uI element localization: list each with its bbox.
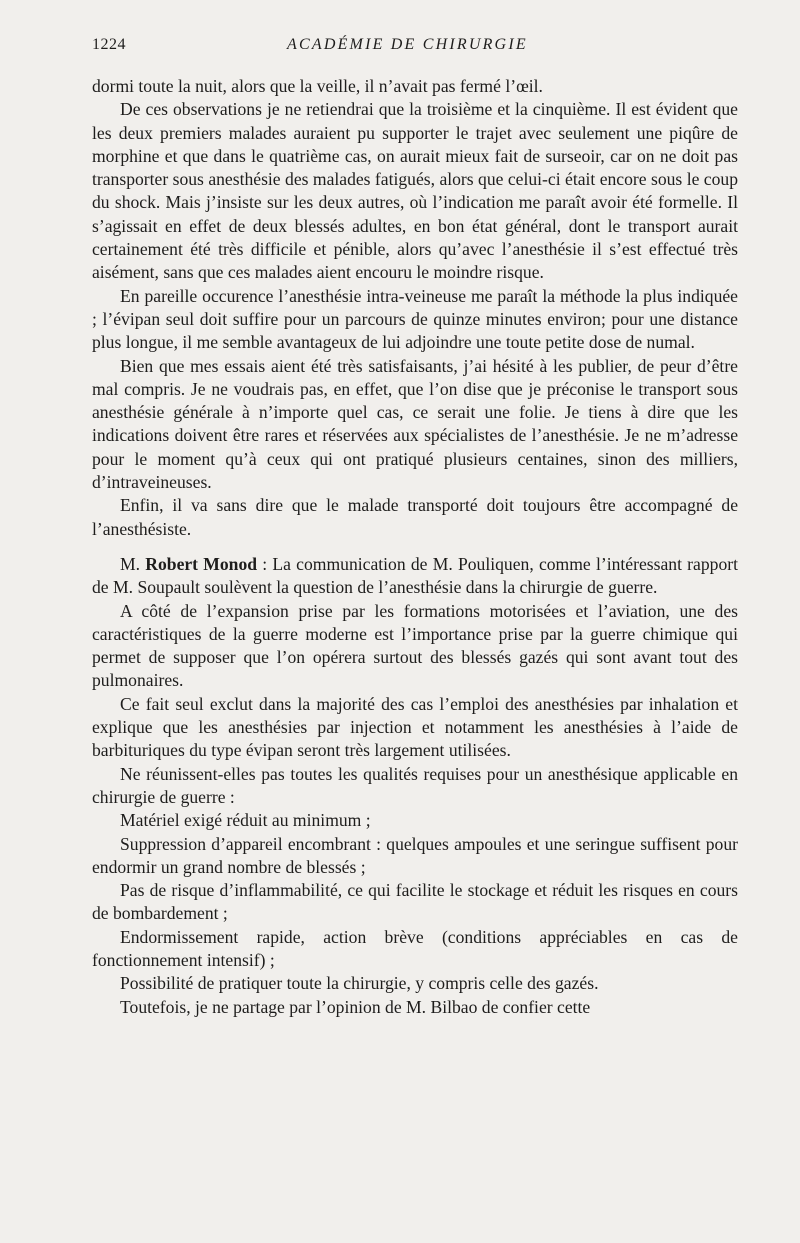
intervention-paragraph — [92, 553, 738, 600]
list-item: Suppression d’appareil encombrant : quelques ampoules et une seringue suffisent pour endormir un grand nombre de blessés ; — [92, 833, 738, 877]
list-item: Matériel exigé réduit au minimum ; — [120, 810, 371, 831]
page-number: 1224 — [92, 36, 126, 53]
paragraph: Bien que mes essais aient été très satisfaisants, j’ai hésité à les publier, de peur d’être mal compris. Je ne voudrais pas, en effet, que l’on dise que je préconise le transport sous anesthésie générale à n’importe quel cas, ce serait une folie. Je tiens à dire que les indications doivent être rares et réservées aux spécialistes de l’anesthésie. Je ne m’adresse pour le moment qu’à ceux qui ont pratiqué plusieurs centaines, sinon des milliers, d’intraveineuses. — [92, 355, 738, 493]
paragraph: En pareille occurence l’anesthésie intra-veineuse me paraît la méthode la plus indiquée ; l’évipan seul doit suffire pour un parcours de quinze minutes environ; pour une distance plus longue, il me semble avantageux de lui adjoindre une toute petite dose de numal. — [92, 285, 738, 353]
list-item: Possibilité de pratiquer toute la chirurgie, y compris celle des gazés. — [120, 973, 599, 994]
body-text — [92, 75, 738, 1019]
paragraph: Ne réunissent-elles pas toutes les qualités requises pour un anesthésique applicable en chirurgie de guerre : — [92, 763, 738, 807]
speaker-name: Robert Monod — [145, 553, 258, 574]
speaker-prefix: M. — [120, 553, 146, 574]
paragraph-continued: dormi toute la nuit, alors que la veille, il n’avait pas fermé l’œil. — [92, 76, 543, 96]
running-head — [92, 36, 738, 58]
list-item: Pas de risque d’inflammabilité, ce qui facilite le stockage et réduit les risques en cours de bombardement ; — [92, 880, 738, 924]
paragraph: Ce fait seul exclut dans la majorité des cas l’emploi des anesthésies par inhalation et explique que les anesthésies par injection et notamment les anesthésies à l’aide de barbituriques du type évipan seront très largement utilisées. — [92, 693, 738, 761]
list-item: Endormissement rapide, action brève (conditions appréciables en cas de fonctionnement intensif) ; — [92, 926, 738, 970]
intervention-text: : La communication de M. Pouliquen, comme l’intéressant rapport de M. Soupault soulèvent la question de l’anesthésie dans la chirurgie de guerre. — [92, 553, 738, 598]
paragraph: A côté de l’expansion prise par les formations motorisées et l’aviation, une des caractéristiques de la guerre moderne est l’importance prise par la guerre chimique qui permet de supposer que l’on opérera surtout des blessés gazés qui sont avant tout des pulmonaires. — [92, 600, 738, 691]
running-title: ACADÉMIE DE CHIRURGIE — [287, 36, 528, 53]
paragraph: Enfin, il va sans dire que le malade transporté doit toujours être accompagné de l’anesthésiste. — [92, 495, 738, 539]
paragraph: De ces observations je ne retiendrai que la troisième et la cinquième. Il est évident que les deux premiers malades auraient pu supporter le trajet avec seulement une piqûre de morphine et que dans le quatrième cas, on aurait mieux fait de surseoir, car on ne doit pas transporter sous anesthésie des malades fatigués, alors que celui-ci était encore sous le coup du shock. Mais j’insiste sur les deux autres, où l’indication me paraît avoir été formelle. Il s’agissait en effet de deux blessés adultes, en bon état général, dont le transport aurait certainement été très difficile et pénible, alors qu’avec l’anesthésie il s’est effectué très aisément, sans que ces malades aient encouru le moindre risque. — [92, 99, 738, 283]
paragraph: Toutefois, je ne partage par l’opinion de M. Bilbao de confier cette — [120, 996, 591, 1017]
